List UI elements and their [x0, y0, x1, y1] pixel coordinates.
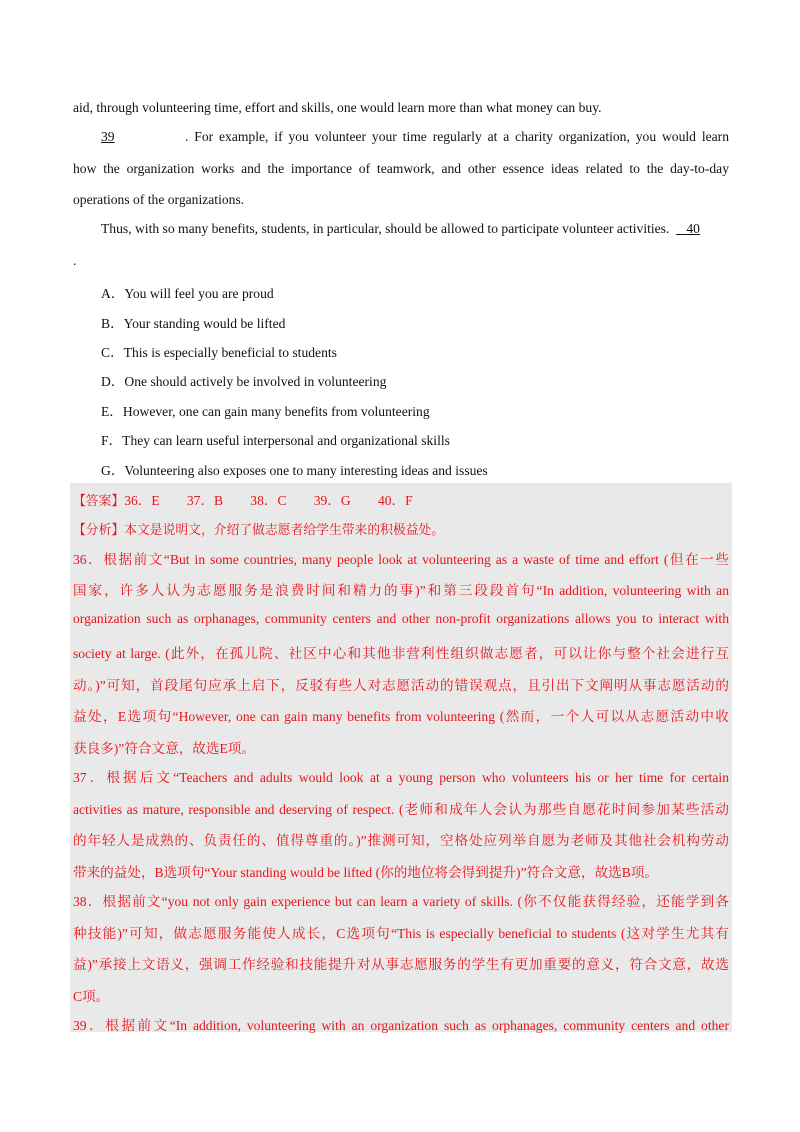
- passage-text: Thus, with so many benefits, students, in particular, should be allowed to participate volunteer activities.: [101, 221, 670, 236]
- explanation-line: organization such as orphanages, community centers and other non-profit organizations allows you to interact with: [73, 611, 729, 626]
- explanation-line: C项。: [73, 989, 110, 1004]
- explanation-line: 国家，许多人认为志愿服务是浪费时间和精力的事)”和第三段段首句“In addition, volunteering with an: [73, 583, 729, 598]
- explanation-line: 动。)”可知，首段尾句应承上启下，反驳有些人对志愿活动的错误观点，且引出下文阐明从事志愿活动的: [73, 678, 729, 693]
- option-g: G．Volunteering also exposes one to many interesting ideas and issues: [101, 463, 488, 478]
- explanation-line: 的年轻人是成熟的、负责任的、值得尊重的。)”推测可知，空格处应列举自愿为老师及其他社会机构劳动: [73, 833, 729, 848]
- passage-line: [101, 129, 729, 145]
- passage-text: . For example, if you volunteer your time regularly at a charity organization, you would learn: [185, 129, 729, 144]
- blank-40: 40: [686, 221, 700, 236]
- option-b: B．Your standing would be lifted: [101, 316, 286, 331]
- option-d: D．One should actively be involved in volunteering: [101, 374, 387, 389]
- analysis-text: 本文是说明文，介绍了做志愿者给学生带来的积极益处。: [124, 523, 445, 538]
- passage-line: [101, 221, 729, 237]
- explanation-line: 39．根据前文“In addition, volunteering with an organization such as orphanages, community centers and other: [73, 1018, 729, 1033]
- option-f: F．They can learn useful interpersonal and organizational skills: [101, 433, 450, 448]
- explanation-line: activities as mature, responsible and deserving of respect. (老师和成年人会认为那些自愿花时间参加某些活动: [73, 802, 729, 817]
- answer-label: 【答案】: [73, 494, 125, 509]
- passage-line: operations of the organizations.: [73, 192, 245, 207]
- explanation-line: 38．根据前文“you not only gain experience but can learn a variety of skills. (你不仅能获得经验，还能学到各: [73, 894, 729, 909]
- passage-line: aid, through volunteering time, effort and skills, one would learn more than what money can buy.: [73, 100, 602, 115]
- explanation-line: society at large. (此外，在孤儿院、社区中心和其他非营利性组织做志愿者，可以让你与整个社会进行互: [73, 646, 729, 661]
- explanation-line: 益)”承接上文语义，强调工作经验和技能提升对从事志愿服务的学生有更加重要的意义，符合文意，故选: [73, 957, 729, 972]
- option-a: A．You will feel you are proud: [101, 286, 274, 301]
- analysis-summary: [73, 519, 729, 538]
- passage-line: how the organization works and the importance of teamwork, and other essence ideas related to the day-to-day: [73, 161, 729, 176]
- explanation-line: 36．根据前文“But in some countries, many people look at volunteering as a waste of time and effort (但在一些: [73, 552, 729, 567]
- explanation-line: 益处，E选项句“However, one can gain many benefits from volunteering (然而，一个人可以从志愿活动中收: [73, 709, 729, 724]
- explanation-line: 种技能)”可知，做志愿服务能使人成长，C选项句“This is especially beneficial to students (这对学生尤其有: [73, 926, 729, 941]
- explanation-line: 带来的益处，B选项句“Your standing would be lifted (你的地位将会得到提升)”符合文意，故选B项。: [73, 865, 659, 880]
- explanation-line: 获良多)”符合文意，故选E项。: [73, 741, 255, 756]
- passage-line: .: [73, 253, 77, 268]
- explanation-line: 37．根据后文“Teachers and adults would look at a young person who volunteers his or her time for certain: [73, 770, 729, 785]
- option-c: C．This is especially beneficial to students: [101, 345, 337, 360]
- option-e: E．However, one can gain many benefits from volunteering: [101, 404, 430, 419]
- answer-values: 36．E 37．B 38．C 39．G 40．F: [124, 493, 413, 508]
- blank-39: 39: [101, 129, 115, 144]
- analysis-label: 【分析】: [73, 523, 125, 538]
- answer-line: [73, 489, 729, 509]
